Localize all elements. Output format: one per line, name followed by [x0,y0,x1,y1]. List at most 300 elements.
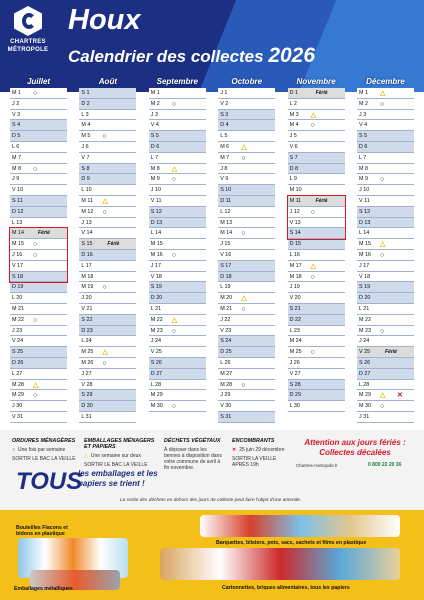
calendar-day [288,99,345,110]
calendar-day [10,390,67,401]
legend-om-sub: SORTIR LE BAC LA VEILLE [12,456,76,462]
calendar-day [10,336,67,347]
calendar-day [149,380,206,391]
day-label: M 15 [12,241,24,248]
calendar-day [357,412,414,423]
household-waste-circle-icon: ○ [33,90,38,97]
calendar-day [288,282,345,293]
packaging-triangle-icon: △ [171,316,178,324]
calendar-day [10,282,67,293]
day-label: S 18 [12,273,24,280]
day-label: D 27 [150,370,163,377]
day-label: V 7 [81,154,90,161]
legend-om-title: ORDURES MÉNAGÈRES [12,438,76,444]
day-label: L 14 [359,230,370,237]
legend-dv-text: À déposer dans les bennes à disposition dans votre commune de avril à fin novembre. [164,447,222,471]
day-label: D 22 [289,316,301,323]
calendar-day [10,326,67,337]
day-label: M 30 [359,403,371,410]
day-label: M 17 [289,262,302,269]
calendar-day [218,380,275,391]
day-label: M 25 [81,349,94,356]
calendar-day [79,412,136,423]
month-name: Septembre [156,77,198,86]
day-label: V 13 [289,219,301,226]
day-label: V 24 [12,338,24,345]
day-label: L 23 [289,327,300,334]
day-label: M 23 [150,327,163,334]
day-label: S 14 [289,230,301,237]
calendar-subtitle [68,44,315,68]
calendar-day [288,304,345,315]
calendar-day [357,99,414,110]
calendar-day [218,99,275,110]
calendar-day [288,239,345,250]
day-label: M 7 [220,154,230,161]
day-label: D 11 [220,197,232,204]
calendar-day [218,250,275,261]
calendar-day [357,315,414,326]
calendar-day [218,110,275,121]
calendar-day [149,347,206,358]
day-label: L 19 [220,284,231,291]
calendar-day [10,228,67,239]
day-label: M 11 [81,197,93,204]
calendar-day [357,347,414,358]
calendar-day [79,99,136,110]
day-label: M 10 [289,187,302,194]
day-label: D 12 [12,208,24,215]
calendar-day [79,315,136,326]
chartres-metropole-logo [6,6,50,68]
household-waste-circle-icon: ○ [310,122,315,130]
plastic-packaging-image [200,515,400,537]
calendar-day [10,369,67,380]
day-label: M 9 [150,176,160,183]
calendar-day [357,164,414,175]
tous-heading: TOUS [16,468,83,495]
month-column [149,76,206,422]
day-label: J 13 [81,219,92,226]
day-label: M 6 [220,143,230,150]
calendar-day [218,218,275,229]
day-label: V 2 [220,100,229,107]
day-label: V 21 [81,305,93,312]
household-waste-circle-icon: ○ [33,165,38,173]
day-label: L 13 [12,219,23,226]
day-label: D 19 [12,284,24,291]
calendar-day [218,207,275,218]
legend-om-text: Une fois par semaine [18,447,66,453]
logo-line-2: MÉTROPOLE [7,47,49,53]
calendar-day [149,196,206,207]
calendar-day [288,336,345,347]
calendar-day [149,369,206,380]
calendar-day [288,250,345,261]
day-label: V 23 [220,327,232,334]
calendar-day [10,261,67,272]
day-label: S 8 [81,165,90,172]
calendar-day [218,196,275,207]
calendar-day [10,293,67,304]
calendar-day [357,390,414,401]
calendar-day [288,228,345,239]
month-column [357,76,414,422]
day-label: V 4 [150,122,159,129]
packaging-triangle-icon: △ [241,295,247,303]
month-column [218,76,275,422]
day-label: M 11 [289,197,302,204]
day-label: M 14 [12,230,24,237]
day-label: J 23 [12,327,23,334]
day-label: M 1 [150,90,160,96]
day-label: S 25 [12,349,24,356]
day-label: S 24 [220,338,232,345]
day-label: M 18 [289,273,302,280]
calendar-day [10,272,67,283]
day-label: D 30 [81,403,93,410]
day-label: M 21 [220,305,233,312]
legend-green-waste [164,438,224,471]
calendar-day [218,369,275,380]
month-column [288,76,345,422]
bulky-waste-cross-icon: ✕ [397,392,403,400]
day-label: D 20 [150,295,163,302]
month-name: Décembre [366,77,405,86]
day-label: M 2 [359,100,368,107]
calendar-day [218,293,275,304]
day-label: V 28 [81,381,93,388]
day-label: S 31 [220,413,232,420]
cardboard-paper-image [160,548,400,580]
calendar-year: 2026 [268,44,316,67]
calendar-day [218,272,275,283]
calendar-day [357,369,414,380]
day-label: S 12 [150,208,162,215]
calendar-day [288,293,345,304]
calendar-day [149,272,206,283]
calendar-day [357,282,414,293]
calendar-day [357,358,414,369]
calendar-day [149,336,206,347]
calendar-day [357,250,414,261]
household-waste-circle-icon: ○ [380,327,385,335]
day-label: D 13 [150,219,163,226]
day-label: J 20 [81,295,92,302]
calendar-day [10,120,67,131]
packaging-triangle-icon: △ [102,349,108,357]
calendar-day [357,88,414,99]
day-label: D 27 [359,370,371,377]
day-label: M 24 [289,338,302,345]
day-label: J 19 [289,284,300,291]
household-waste-circle-icon: ○ [33,241,38,249]
day-label: V 17 [12,262,24,269]
day-label: M 28 [12,381,24,388]
day-label: J 10 [150,187,161,194]
calendar-day [357,142,414,153]
day-label: S 22 [81,316,93,323]
day-label: D 20 [359,295,371,302]
subtitle-text: Calendrier des collectes [68,47,264,66]
calendar-day [79,131,136,142]
calendar-day [149,142,206,153]
holiday-label: Férié [315,90,328,96]
calendar-day [218,347,275,358]
calendar-day [79,380,136,391]
household-waste-circle-icon: ○ [33,316,38,324]
day-label: J 8 [220,165,228,172]
day-label: D 16 [81,251,93,258]
calendar-day [288,390,345,401]
calendar-day [357,261,414,272]
day-label: M 8 [12,165,21,172]
household-waste-circle-icon: ○ [380,251,385,259]
calendar-day [357,326,414,337]
calendar-day [357,110,414,121]
calendar-day [218,315,275,326]
calendar-day [357,174,414,185]
day-label: S 26 [359,359,371,366]
logo-c-icon [22,13,36,29]
month-name: Novembre [296,77,336,86]
calendar-day [288,347,345,358]
day-label: L 14 [150,230,162,237]
day-label: M 8 [150,165,160,172]
calendar-day [218,164,275,175]
day-label: M 19 [81,284,94,291]
calendar-day [218,153,275,164]
month-name: Août [98,77,117,86]
calendar-day [10,185,67,196]
calendar-day [79,369,136,380]
day-label: M 27 [220,370,233,377]
day-label: V 18 [359,273,371,280]
day-label: V 31 [12,413,24,420]
household-waste-circle-icon: ○ [241,230,246,238]
calendar-day [357,218,414,229]
calendar-day [10,218,67,229]
calendar-day [79,401,136,412]
household-waste-circle-icon: ○ [102,359,107,367]
calendar-day [288,164,345,175]
calendar-day [288,380,345,391]
day-label: D 9 [81,176,90,183]
calendar-day [149,153,206,164]
calendar-day [79,336,136,347]
day-label: S 5 [359,133,368,140]
calendar-day [218,185,275,196]
calendar-day [288,196,345,207]
day-label: J 16 [12,251,23,258]
calendar-day [149,185,206,196]
day-label: L 31 [81,413,92,420]
calendar-day [149,315,206,326]
calendar-day [10,153,67,164]
calendar-day [288,369,345,380]
household-waste-circle-icon: ○ [380,100,385,108]
legend-bulky-waste [232,438,290,468]
day-label: M 18 [81,273,94,280]
household-waste-circle-icon: ○ [171,176,177,184]
calendar-day [79,358,136,369]
calendar-day [218,326,275,337]
packaging-triangle-icon: △ [102,197,108,205]
day-label: V 9 [220,176,229,183]
category-plastic-packaging: Barquettes, blisters, pots, sacs, sachets et films en plastique [216,540,367,546]
calendar-day [10,99,67,110]
calendar-day [357,228,414,239]
day-label: J 26 [289,359,300,366]
day-label: M 3 [289,111,299,118]
day-label: D 13 [359,219,371,226]
category-plastic-bottles: Bouteilles Flacons et bidons en plastique [16,525,68,537]
calendar-day [149,401,206,412]
household-waste-circle-icon: ○ [171,251,177,259]
calendar-day [10,131,67,142]
calendar-day [149,164,206,175]
day-label: S 4 [12,122,21,129]
calendar-day [10,164,67,175]
day-label: S 29 [81,392,93,399]
household-waste-circle-icon: ○ [310,208,315,216]
day-label: M 5 [81,133,91,140]
household-waste-circle-icon: ○ [102,133,107,141]
calendar-day [10,110,67,121]
day-label: M 8 [359,165,368,172]
day-label: S 5 [150,133,159,140]
calendar-day [149,239,206,250]
calendar-day [357,153,414,164]
day-label: V 25 [150,349,162,356]
calendar-day [79,239,136,250]
household-waste-circle-icon: ○ [241,305,246,313]
day-label: J 30 [12,403,23,410]
calendar-day [79,272,136,283]
calendar-day [149,261,206,272]
category-metal: Emballages métalliques [14,586,73,592]
day-label: D 8 [289,165,298,172]
city-title: Houx [68,4,141,36]
day-label: V 14 [81,230,93,237]
calendar-day [79,390,136,401]
calendar-day [149,207,206,218]
calendar-day [218,239,275,250]
legend-emb-title: EMBALLAGES MÉNAGERS ET PAPIERS [84,438,155,450]
month-column [79,76,136,422]
calendar-day [288,142,345,153]
calendar-day [149,304,206,315]
day-label: M 15 [359,241,371,248]
day-label: S 26 [150,359,162,366]
calendar-day [79,174,136,185]
calendar-day [218,120,275,131]
calendar-day [10,207,67,218]
calendar-day [79,110,136,121]
day-label: M 22 [150,316,163,323]
phone-number: 0 800 22 20 36 [368,462,402,468]
calendar-day [149,282,206,293]
calendar-day [288,120,345,131]
packaging-triangle-icon: △ [380,392,386,400]
day-label: S 19 [150,284,162,291]
day-label: M 2 [150,100,160,107]
calendar-day [218,88,275,99]
day-label: M 9 [359,176,368,183]
calendar-day [288,110,345,121]
calendar-day [149,131,206,142]
calendar-day [357,120,414,131]
day-label: S 7 [289,154,298,161]
calendar-day [288,207,345,218]
calendar-day [79,293,136,304]
calendar-day [79,88,136,99]
day-label: J 12 [289,208,300,215]
day-label: M 26 [81,359,94,366]
day-label: J 27 [81,370,92,377]
day-label: S 1 [81,90,90,96]
calendar-day [79,185,136,196]
calendar-day [79,218,136,229]
day-label: V 3 [12,111,21,118]
day-label: M 29 [12,392,24,399]
household-waste-circle-icon: ○ [171,327,177,335]
calendar-day [149,218,206,229]
day-label: L 7 [150,154,159,161]
day-label: L 21 [359,305,370,312]
calendar-day [218,304,275,315]
day-label: V 11 [150,197,162,204]
calendar-day [218,261,275,272]
day-label: L 21 [150,305,162,312]
calendar-day [357,207,414,218]
calendar-day [288,153,345,164]
month-name: Juillet [26,77,51,86]
day-label: D 26 [12,359,24,366]
calendar-day [357,401,414,412]
calendar-day [218,336,275,347]
day-label: S 10 [220,187,232,194]
day-label: L 17 [81,262,92,269]
household-waste-circle-icon: ○ [171,403,177,411]
packaging-triangle-icon: △ [33,381,39,389]
calendar-day [79,153,136,164]
calendar-day [357,293,414,304]
calendar-day [357,131,414,142]
day-label: M 22 [12,316,24,323]
calendar-day [357,380,414,391]
day-label: J 15 [220,241,231,248]
calendar-day [288,326,345,337]
calendar-day [79,261,136,272]
calendar-day [10,358,67,369]
day-label: M 21 [12,305,24,312]
household-waste-circle-icon: ○ [241,381,246,389]
calendar-day [218,390,275,401]
day-label: D 18 [220,273,232,280]
calendar-day [288,174,345,185]
day-label: M 16 [359,251,371,258]
calendar-day [10,347,67,358]
day-label: M 15 [150,241,163,248]
calendar-day [149,110,206,121]
calendar-day [149,390,206,401]
household-waste-circle-icon: ○ [310,273,315,281]
day-label: D 29 [289,392,301,399]
calendar-day [288,358,345,369]
day-label: L 3 [81,111,89,118]
legend-emb-text: Une semaine sur deux [90,453,141,459]
